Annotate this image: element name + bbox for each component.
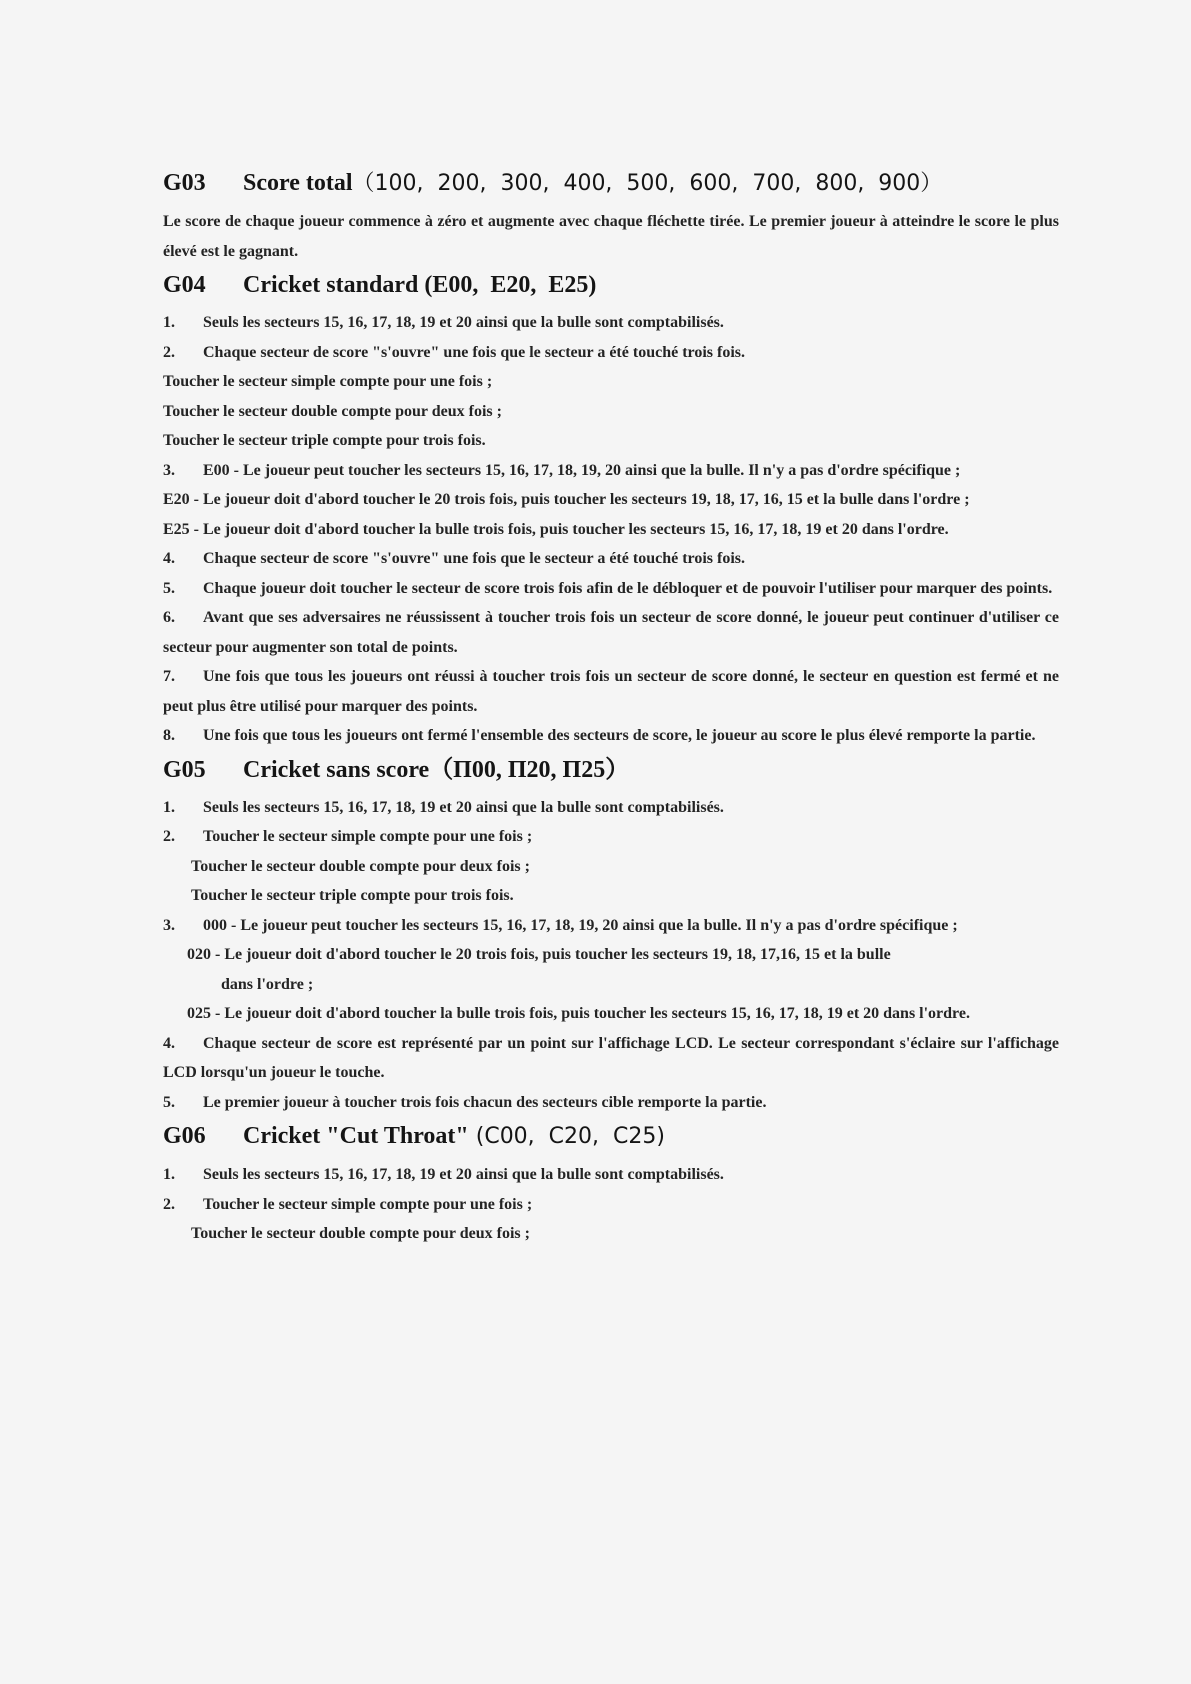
section-code: G04 (163, 272, 206, 298)
list-item: 8. Une fois que tous les joueurs ont fermé l'ensemble des secteurs de score, le joueur au score le plus élevé remporte la partie. (163, 727, 1036, 744)
list-item: 3. E00 - Le joueur peut toucher les secteurs 15, 16, 17, 18, 19, 20 ainsi que la bulle. Il n'y a pas d'ordre spécifique ; (163, 461, 961, 479)
list-item: 2. Toucher le secteur simple compte pour une fois ; (163, 828, 533, 845)
list-item: Toucher le secteur double compte pour deux fois ; (163, 402, 502, 420)
section-heading (163, 755, 1059, 785)
list-item: 2. Chaque secteur de score "s'ouvre" une fois que le secteur a été touché trois fois. (163, 343, 745, 361)
list-item: 025 - Le joueur doit d'abord toucher la bulle trois fois, puis toucher les secteurs 15, 16, 17, 18, 19 et 20 dans l'ordre. (187, 1005, 970, 1022)
list-item: Toucher le secteur double compte pour deux fois ; (191, 857, 530, 875)
section-title: Score total (243, 170, 353, 196)
list-item: 1. Seuls les secteurs 15, 16, 17, 18, 19 et 20 ainsi que la bulle sont comptabilisés. (163, 798, 724, 816)
list-item: 5. Le premier joueur à toucher trois fois chacun des secteurs cible remporte la partie. (163, 1093, 767, 1111)
section-params: （П00, П20, П25） (429, 756, 630, 783)
list-item: dans l'ordre ; (221, 975, 314, 993)
list-item: 4. Chaque secteur de score "s'ouvre" une fois que le secteur a été touché trois fois. (163, 550, 745, 567)
section-code: G05 (163, 756, 206, 783)
list-item: 020 - Le joueur doit d'abord toucher le 20 trois fois, puis toucher les secteurs 19, 18, 17,16, 15 et la bulle (187, 946, 891, 963)
section-params: (E00, E20, E25) (418, 272, 597, 298)
section-heading (163, 1121, 1059, 1152)
section-code: G06 (163, 1123, 206, 1149)
section-heading (163, 270, 1059, 300)
list-item: 1. Seuls les secteurs 15, 16, 17, 18, 19 et 20 ainsi que la bulle sont comptabilisés. (163, 1166, 724, 1183)
list-item: Toucher le secteur double compte pour deux fois ; (191, 1225, 530, 1242)
list-item: Toucher le secteur triple compte pour trois fois. (163, 432, 486, 449)
list-item: 2. Toucher le secteur simple compte pour une fois ; (163, 1195, 533, 1213)
list-item: Toucher le secteur triple compte pour trois fois. (191, 887, 514, 904)
section-params: （100, 200, 300, 400, 500, 600, 700, 800, 900） (352, 171, 943, 196)
section-heading (163, 168, 1059, 199)
list-item: Toucher le secteur simple compte pour une fois ; (163, 373, 493, 390)
section-g06 (163, 1121, 1059, 1249)
section-title: Cricket standard (243, 272, 419, 298)
section-params: (C00, C20, C25) (468, 1124, 665, 1149)
list-item: E25 - Le joueur doit d'abord toucher la bulle trois fois, puis toucher les secteurs 15, 16, 17, 18, 19 et 20 dans l'ordre. (163, 520, 949, 538)
section-title: Cricket sans score (243, 756, 430, 783)
section-g03 (163, 168, 1059, 266)
list-item: 4. Chaque secteur de score est représenté par un point sur l'affichage LCD. Le secteur correspondant s'éclaire sur l'affichage LCD lorsqu'un joueur le touche. (163, 1034, 1059, 1081)
section-g05 (163, 755, 1059, 1118)
list-item: 7. Une fois que tous les joueurs ont réussi à toucher trois fois un secteur de score donné, le secteur en question est fermé et ne peut plus être utilisé pour marquer des points. (163, 668, 1059, 715)
paragraph: Le score de chaque joueur commence à zéro et augmente avec chaque fléchette tirée. Le premier joueur à atteindre le score le plus élevé est le gagnant. (163, 213, 1059, 260)
list-item: 3. 000 - Le joueur peut toucher les secteurs 15, 16, 17, 18, 19, 20 ainsi que la bulle. Il n'y a pas d'ordre spécifique ; (163, 916, 958, 934)
list-item: 5. Chaque joueur doit toucher le secteur de score trois fois afin de le débloquer et de pouvoir l'utiliser pour marquer des points. (163, 579, 1053, 597)
list-item: 6. Avant que ses adversaires ne réussissent à toucher trois fois un secteur de score donné, le joueur peut continuer d'utiliser ce secteur pour augmenter son total de points. (163, 609, 1059, 656)
document-page (163, 168, 1059, 1249)
section-g04 (163, 270, 1059, 751)
list-item: 1. Seuls les secteurs 15, 16, 17, 18, 19 et 20 ainsi que la bulle sont comptabilisés. (163, 314, 724, 331)
section-title: Cricket "Cut Throat" (243, 1123, 469, 1149)
section-code: G03 (163, 170, 206, 196)
list-item: E20 - Le joueur doit d'abord toucher le 20 trois fois, puis toucher les secteurs 19, 18, 17, 16, 15 et la bulle dans l'ordre ; (163, 491, 970, 508)
